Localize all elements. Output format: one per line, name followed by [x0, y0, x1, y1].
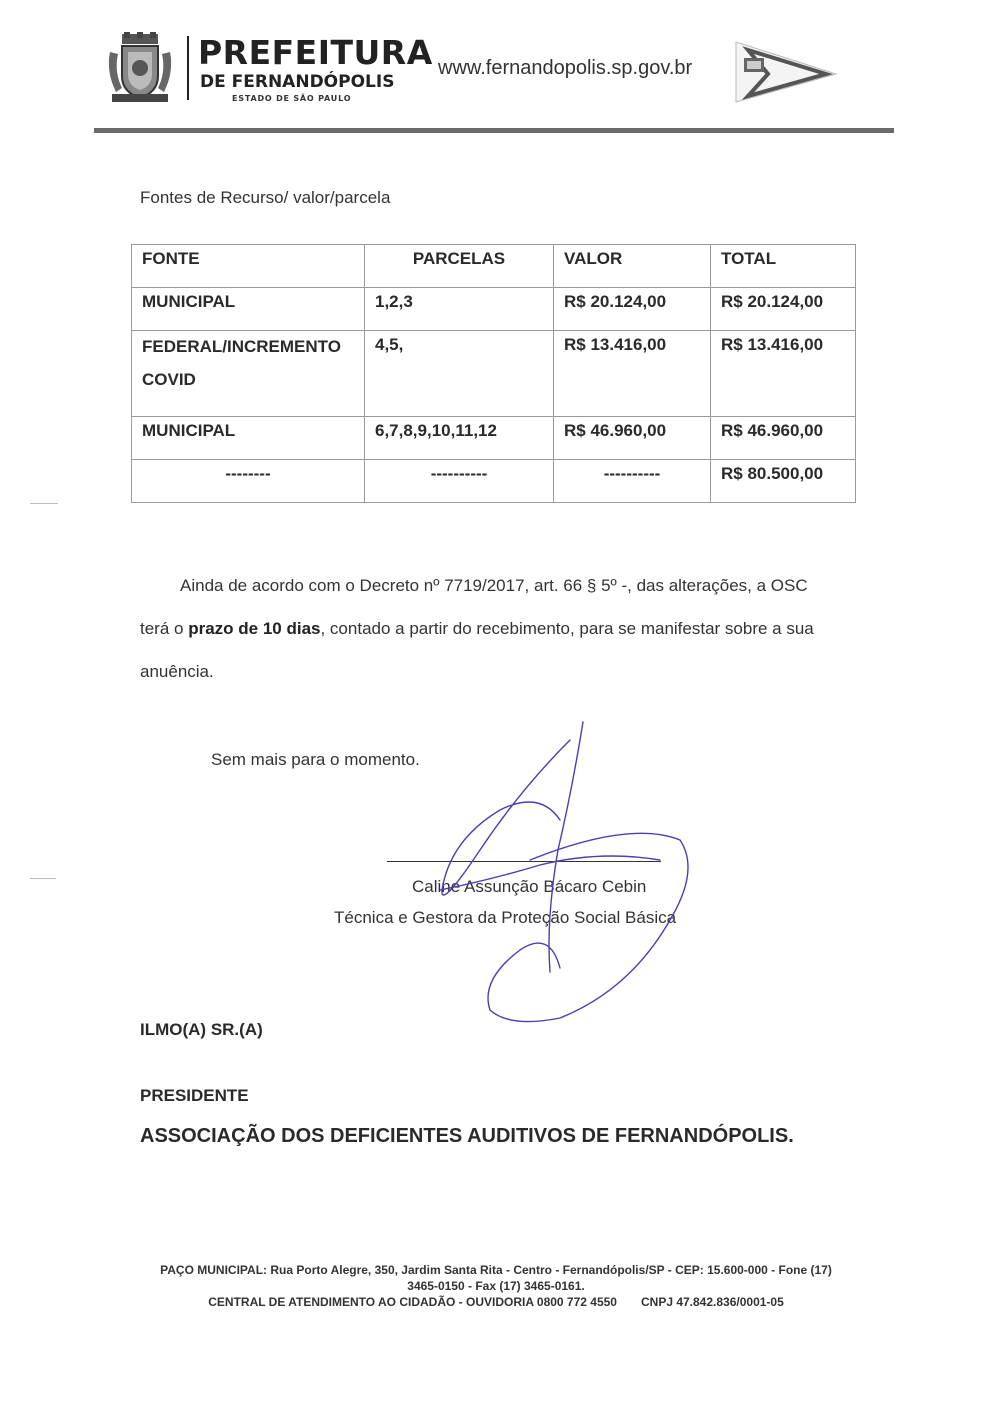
- cell-parcelas: 4,5,: [365, 331, 554, 417]
- body-paragraph: [140, 564, 820, 693]
- brand-subtitle: DE FERNANDÓPOLIS: [200, 72, 395, 92]
- header-fonte: FONTE: [132, 245, 365, 288]
- header-total: TOTAL: [711, 245, 856, 288]
- cell-fonte: MUNICIPAL: [132, 417, 365, 460]
- cell-fonte-line2: COVID: [142, 370, 196, 389]
- header-divider: [187, 36, 189, 100]
- municipal-crest-icon: [104, 32, 176, 104]
- header-rule: [94, 128, 894, 133]
- cell-parcelas: ----------: [365, 460, 554, 503]
- section-label: Fontes de Recurso/ valor/parcela: [140, 188, 391, 207]
- city-flag-icon: [734, 38, 838, 104]
- table-header-row: [132, 245, 856, 288]
- signatory-role: Técnica e Gestora da Proteção Social Básica: [334, 908, 677, 927]
- cell-parcelas: 1,2,3: [365, 288, 554, 331]
- closing-line: Sem mais para o momento.: [211, 750, 420, 769]
- header-valor: VALOR: [554, 245, 711, 288]
- cell-valor: R$ 13.416,00: [554, 331, 711, 417]
- paragraph-text-end: , contado a partir do recebimento, para se manifestar sobre a sua anuência.: [140, 619, 814, 681]
- cell-fonte: [132, 331, 365, 417]
- cell-total: R$ 20.124,00: [711, 288, 856, 331]
- footer-cnpj: CNPJ 47.842.836/0001-05: [640, 1295, 784, 1309]
- cell-total: R$ 13.416,00: [711, 331, 856, 417]
- cell-fonte-line1: FEDERAL/INCREMENTO: [142, 337, 341, 356]
- scan-mark: [30, 503, 58, 504]
- table-row: [132, 417, 856, 460]
- table-total-row: [132, 460, 856, 503]
- cell-fonte: MUNICIPAL: [132, 288, 365, 331]
- paragraph-deadline: prazo de 10 dias: [188, 619, 321, 638]
- funding-table: [131, 244, 856, 503]
- paragraph-text: Ainda de acordo com o Decreto nº 7719/2017, art. 66 § 5º -, das alterações, a OSC terá o: [140, 576, 808, 638]
- brand-state: ESTADO DE SÃO PAULO: [232, 94, 352, 103]
- cell-valor: R$ 20.124,00: [554, 288, 711, 331]
- website-link[interactable]: www.fernandopolis.sp.gov.br: [438, 57, 693, 79]
- footer-line1: PAÇO MUNICIPAL: Rua Porto Alegre, 350, Jardim Santa Rita - Centro - Fernandópolis/SP - CEP: 15.600-000 - Fone (17): [160, 1263, 832, 1277]
- cell-valor: ----------: [554, 460, 711, 503]
- table-row: [132, 331, 856, 417]
- addressee-organization: ASSOCIAÇÃO DOS DEFICIENTES AUDITIVOS DE FERNANDÓPOLIS.: [140, 1125, 794, 1147]
- footer-line3: CENTRAL DE ATENDIMENTO AO CIDADÃO - OUVIDORIA 0800 772 4550: [208, 1295, 617, 1309]
- handwritten-signature: [380, 710, 710, 1030]
- scan-mark: [30, 878, 56, 879]
- addressee-salutation: ILMO(A) SR.(A): [140, 1020, 263, 1039]
- footer-line2: 3465-0150 - Fax (17) 3465-0161.: [407, 1279, 585, 1293]
- cell-valor: R$ 46.960,00: [554, 417, 711, 460]
- page-footer: [120, 1262, 872, 1310]
- cell-fonte: --------: [132, 460, 365, 503]
- cell-total: R$ 80.500,00: [711, 460, 856, 503]
- footer-line3-wrap: [120, 1294, 872, 1310]
- cell-total: R$ 46.960,00: [711, 417, 856, 460]
- addressee-title: PRESIDENTE: [140, 1086, 249, 1105]
- header-parcelas: PARCELAS: [365, 245, 554, 288]
- signatory-name: Caline Assunção Bácaro Cebin: [412, 877, 647, 896]
- brand-title: PREFEITURA: [198, 33, 433, 72]
- cell-parcelas: 6,7,8,9,10,11,12: [365, 417, 554, 460]
